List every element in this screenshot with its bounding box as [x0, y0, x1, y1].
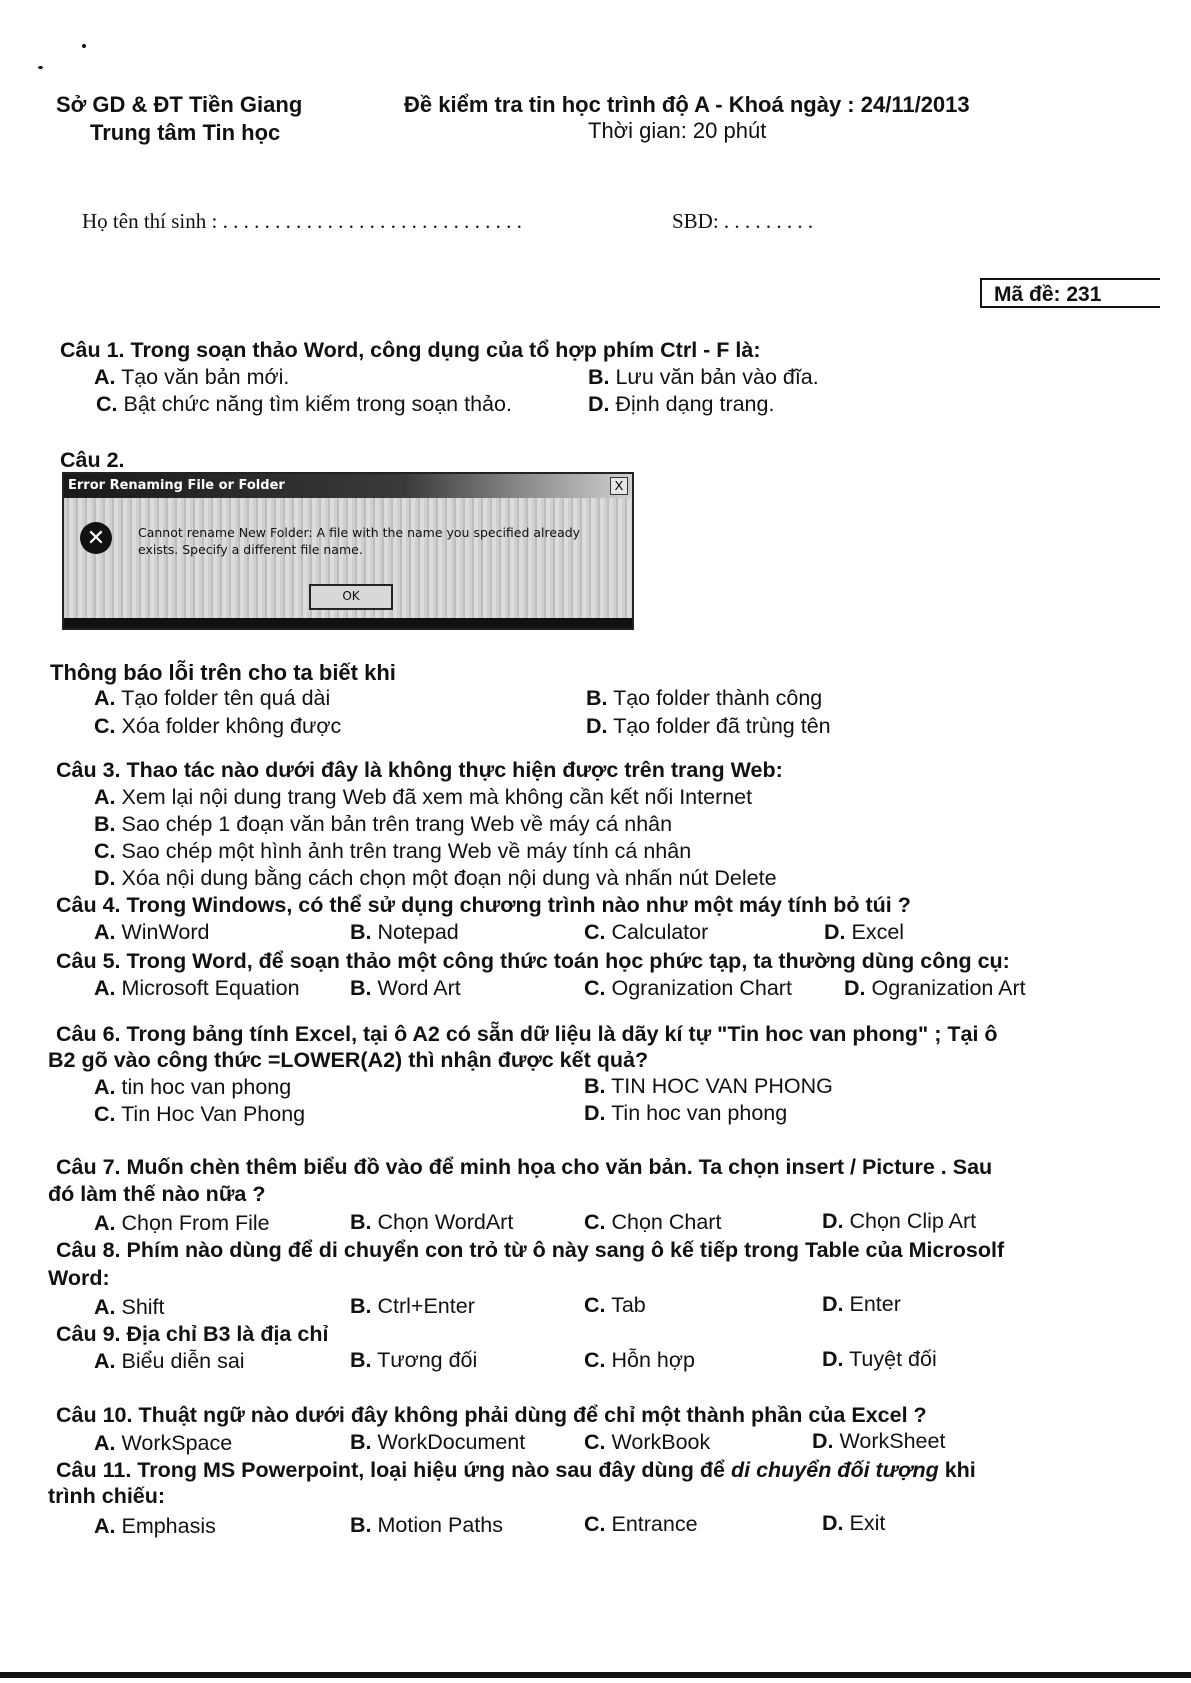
q2-option-c: C. Xóa folder không được [94, 714, 342, 738]
q11-option-a: A. Emphasis [94, 1514, 216, 1538]
q7-option-b: B. Chọn WordArt [350, 1210, 514, 1234]
scan-speck [38, 66, 43, 69]
q2-option-b: B. Tạo folder thành công [586, 686, 823, 710]
org-line2: Trung tâm Tin học [90, 120, 281, 145]
question-4: Câu 4. Trong Windows, có thể sử dụng chương trình nào như một máy tính bỏ túi ? [56, 893, 911, 917]
q4-option-a: A. WinWord [94, 920, 210, 944]
q8-option-c: C. Tab [584, 1293, 646, 1317]
q2-option-a: A. Tạo folder tên quá dài [94, 686, 331, 710]
q1-option-b: B. Lưu văn bản vào đĩa. [588, 365, 819, 389]
question-8-line2: Word: [48, 1266, 110, 1290]
q3-option-b: B. Sao chép 1 đoạn văn bản trên trang Web về máy cá nhân [94, 812, 673, 836]
question-9: Câu 9. Địa chỉ B3 là địa chỉ [56, 1322, 329, 1346]
q8-option-b: B. Ctrl+Enter [350, 1294, 475, 1318]
question-7-line2: đó làm thế nào nữa ? [48, 1182, 266, 1206]
error-dialog-screenshot [62, 472, 634, 630]
question-11-line1: Câu 11. Trong MS Powerpoint, loại hiệu ứng nào sau đây dùng để di chuyển đối tượng khi [56, 1458, 976, 1482]
close-icon: X [610, 477, 628, 495]
q7-option-a: A. Chọn From File [94, 1211, 270, 1235]
q11-option-b: B. Motion Paths [350, 1513, 503, 1537]
dialog-message: Cannot rename New Folder: A file with the name you specified already exists. Specify a different file name. [138, 525, 581, 557]
q1-option-c: C. Bật chức năng tìm kiếm trong soạn thảo. [96, 392, 512, 416]
q9-option-b: B. Tương đối [350, 1348, 478, 1372]
question-8-line1: Câu 8. Phím nào dùng để di chuyển con trỏ từ ô này sang ô kế tiếp trong Table của Microsolf [56, 1238, 1005, 1262]
q9-option-a: A. Biểu diễn sai [94, 1349, 245, 1373]
q2-option-d: D. Tạo folder đã trùng tên [586, 714, 831, 738]
q5-option-b: B. Word Art [350, 976, 461, 1000]
q1-option-a: A. Tạo văn bản mới. [94, 365, 290, 389]
q6-option-a: A. tin hoc van phong [94, 1075, 292, 1099]
question-2: Câu 2. [60, 448, 125, 472]
q9-option-d: D. Tuyệt đối [822, 1347, 937, 1371]
q6-option-c: C. Tin Hoc Van Phong [94, 1102, 306, 1126]
q7-option-d: D. Chọn Clip Art [822, 1209, 977, 1233]
q5-option-d: D. Ogranization Art [844, 976, 1026, 1000]
question-3: Câu 3. Thao tác nào dưới đây là không thực hiện được trên trang Web: [56, 758, 783, 782]
question-11-line2: trình chiếu: [48, 1484, 166, 1508]
q8-option-a: A. Shift [94, 1295, 165, 1319]
candidate-sbd-field: SBD: . . . . . . . . . [672, 209, 814, 233]
q5-option-c: C. Ogranization Chart [584, 976, 792, 1000]
q3-option-a: A. Xem lại nội dung trang Web đã xem mà không cần kết nối Internet [94, 785, 753, 809]
q3-option-d: D. Xóa nội dung bằng cách chọn một đoạn nội dung và nhấn nút Delete [94, 866, 777, 890]
q10-option-d: D. WorkSheet [812, 1429, 946, 1453]
q10-option-b: B. WorkDocument [350, 1430, 526, 1454]
q6-option-b: B. TIN HOC VAN PHONG [584, 1074, 833, 1098]
q8-option-d: D. Enter [822, 1292, 901, 1316]
q10-option-a: A. WorkSpace [94, 1431, 233, 1455]
question-6-line1: Câu 6. Trong bảng tính Excel, tại ô A2 có sẵn dữ liệu là dãy kí tự "Tin hoc van phong" ; Tại ô [56, 1022, 998, 1046]
question-10: Câu 10. Thuật ngữ nào dưới đây không phải dùng để chỉ một thành phần của Excel ? [56, 1403, 927, 1427]
question-2-prompt: Thông báo lỗi trên cho ta biết khi [50, 660, 396, 685]
q4-option-d: D. Excel [824, 920, 905, 944]
dialog-ok-button: OK [309, 584, 393, 610]
q10-option-c: C. WorkBook [584, 1430, 711, 1454]
scan-speck [82, 44, 86, 48]
q4-option-b: B. Notepad [350, 920, 459, 944]
q9-option-c: C. Hỗn hợp [584, 1348, 695, 1372]
q4-option-c: C. Calculator [584, 920, 709, 944]
candidate-name-field: Họ tên thí sinh : . . . . . . . . . . . . . . . . . . . . . . . . . . . . . [82, 209, 522, 233]
page-bottom-edge [0, 1672, 1191, 1678]
exam-code-box: Mã đề: 231 [980, 278, 1160, 308]
question-5: Câu 5. Trong Word, để soạn thảo một công thức toán học phức tạp, ta thường dùng công cụ: [56, 949, 1010, 973]
question-1: Câu 1. Trong soạn thảo Word, công dụng của tổ hợp phím Ctrl - F là: [60, 338, 761, 362]
q7-option-c: C. Chọn Chart [584, 1210, 722, 1234]
q11-option-d: D. Exit [822, 1511, 886, 1535]
exam-duration: Thời gian: 20 phút [588, 118, 767, 143]
q11-option-c: C. Entrance [584, 1512, 698, 1536]
q1-option-d: D. Định dạng trang. [588, 392, 775, 416]
q5-option-a: A. Microsoft Equation [94, 976, 300, 1000]
q6-option-d: D. Tin hoc van phong [584, 1101, 788, 1125]
org-line1: Sở GD & ĐT Tiền Giang [56, 92, 303, 117]
question-7-line1: Câu 7. Muốn chèn thêm biểu đồ vào để minh họa cho văn bản. Ta chọn insert / Picture . Sau [56, 1155, 993, 1179]
q3-option-c: C. Sao chép một hình ảnh trên trang Web về máy tính cá nhân [94, 839, 692, 863]
question-6-line2: B2 gõ vào công thức =LOWER(A2) thì nhận được kết quả? [48, 1048, 649, 1072]
error-icon: ✕ [80, 522, 112, 554]
dialog-title: Error Renaming File or Folder [64, 474, 632, 498]
exam-title: Đề kiểm tra tin học trình độ A - Khoá ngày : 24/11/2013 [404, 92, 970, 117]
dialog-footer-bar [64, 618, 632, 628]
